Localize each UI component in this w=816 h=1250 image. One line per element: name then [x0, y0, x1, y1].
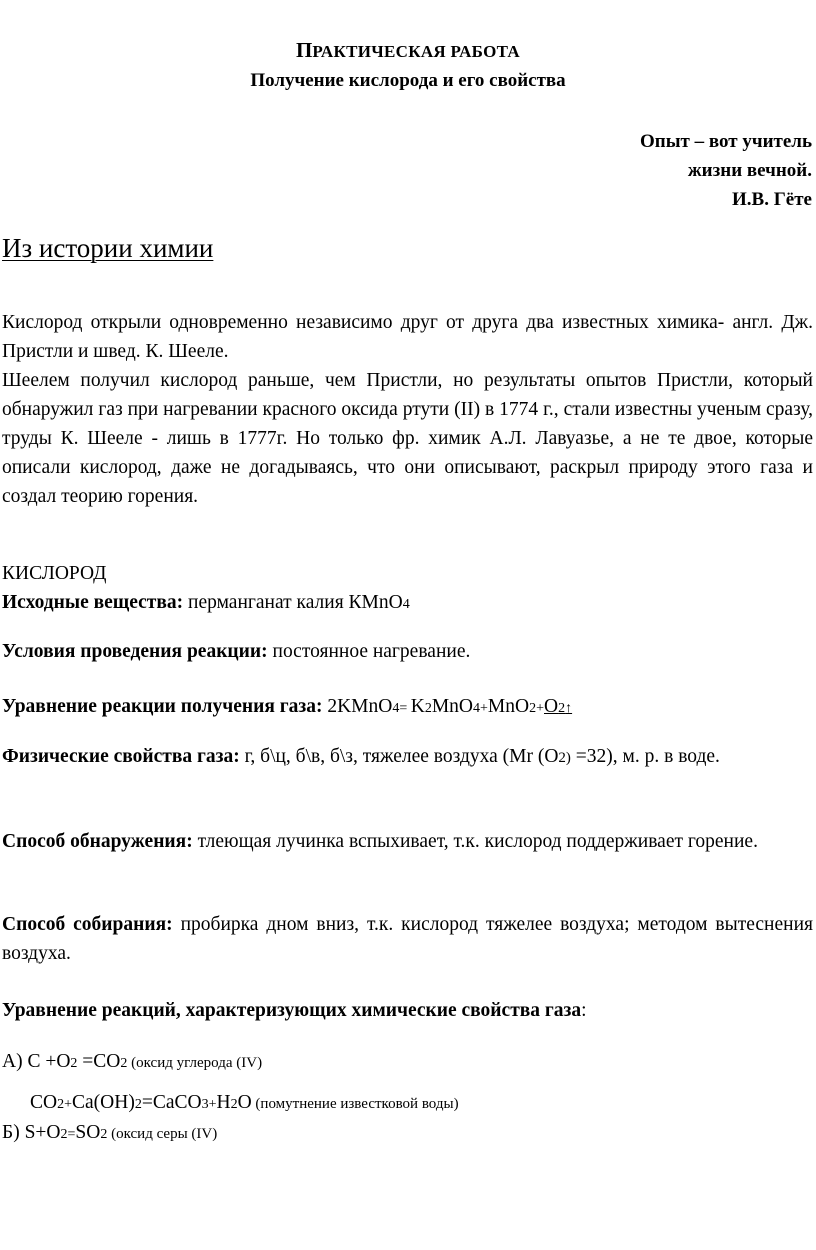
- reaction-plus: +: [208, 1097, 217, 1112]
- reaction-a2: [30, 1088, 459, 1119]
- equation-sub: 2: [529, 701, 537, 716]
- physical-properties: [2, 742, 813, 773]
- collection-method: [2, 910, 813, 968]
- physical-subscript: 2): [558, 750, 571, 766]
- reaction-part: Б) S+O: [2, 1122, 61, 1143]
- reaction-sub: 2: [70, 1056, 78, 1071]
- history-paragraph-2: Шеелем получил кислород раньше, чем Пристли, но результаты опытов Пристли, который обнаружил газ при нагревании красного оксида ртути (II) в 1774 г., стали известны ученым сразу, труды К. Шееле - лишь в 1777г. Но только фр. химик А.Л. Лавуазье, а не те двое, которые описали кислород, даже не догадываясь, что они описывают, раскрыл природу этого газа и создал теорию горения.: [2, 370, 813, 507]
- collection-value: пробирка дном вниз, т.к. кислород тяжелее воздуха; методом вытеснения воздуха.: [2, 914, 813, 964]
- epigraph: [640, 127, 812, 214]
- reaction-sub: 2: [100, 1127, 108, 1142]
- physical-label: Физические свойства газа:: [2, 746, 240, 767]
- page-title: [0, 38, 816, 63]
- equation-sub: 4: [473, 701, 481, 716]
- detection-value: тлеющая лучинка вспыхивает, т.к. кислород поддерживает горение.: [192, 831, 758, 852]
- reaction-a: [2, 1047, 262, 1078]
- chem-properties-colon: :: [581, 1000, 587, 1021]
- reaction-note: (помутнение известковой воды): [251, 1096, 459, 1112]
- physical-value-2: =32), м. р. в воде.: [570, 746, 720, 767]
- epigraph-author: И.В. Гёте: [732, 189, 812, 210]
- reaction-sub: 2: [60, 1127, 68, 1142]
- equation-part: K: [410, 696, 425, 717]
- equation-sub: 2: [558, 701, 566, 716]
- equation-part: 2KMnO: [322, 696, 393, 717]
- reaction-part: SO: [75, 1122, 101, 1143]
- reaction-part: H: [216, 1092, 231, 1113]
- reactants-value: перманганат калия КMnO: [183, 592, 403, 613]
- reaction-note: (оксид серы (IV): [107, 1126, 218, 1142]
- reaction-sub: 2: [120, 1056, 128, 1071]
- chem-properties-heading: [2, 996, 813, 1025]
- reactants-subscript: 4: [402, 597, 410, 612]
- reaction-sub: 2: [57, 1097, 65, 1112]
- epigraph-line-2: жизни вечной.: [687, 160, 812, 181]
- equation-line: [2, 692, 813, 723]
- reaction-sub: 3: [201, 1097, 209, 1112]
- reaction-part: А) С +O: [2, 1051, 71, 1072]
- equation-part: MnO: [431, 696, 474, 717]
- equation-sub: 2: [424, 701, 432, 716]
- reaction-b: [2, 1118, 217, 1149]
- equation-part: O: [544, 696, 559, 717]
- reaction-note: (оксид углерода (IV): [127, 1055, 263, 1071]
- reaction-part: =CO: [77, 1051, 121, 1072]
- reaction-plus: +: [64, 1097, 72, 1112]
- collection-label: Способ собирания:: [2, 914, 173, 935]
- epigraph-line-1: Опыт – вот учитель: [640, 131, 812, 152]
- equation-sub: 4: [392, 701, 400, 716]
- reaction-part: CO: [30, 1092, 58, 1113]
- reaction-part: =CaCO: [141, 1092, 202, 1113]
- conditions-value: постоянное нагревание.: [267, 641, 471, 662]
- reactants-label: Исходные вещества:: [2, 592, 184, 613]
- reaction-sub: 2: [230, 1097, 238, 1112]
- equation-part: MnO: [487, 696, 530, 717]
- title-rest: РАКТИЧЕСКАЯ РАБОТА: [312, 42, 520, 61]
- reaction-part: O: [237, 1092, 252, 1113]
- reaction-equals: =: [67, 1127, 76, 1142]
- physical-value-1: г, б\ц, б\в, б\з, тяжелее воздуха (Mr (O: [239, 746, 559, 767]
- gas-arrow: ↑: [565, 701, 573, 716]
- equation-label: Уравнение реакции получения газа:: [2, 696, 323, 717]
- page-subtitle: Получение кислорода и его свойства: [250, 70, 566, 91]
- equation-plus: +: [536, 701, 544, 716]
- equation-product-o2: [544, 696, 572, 717]
- history-heading: Из истории химии: [2, 233, 214, 263]
- title-first-letter: П: [296, 38, 313, 62]
- reaction-part: Ca(OH): [72, 1092, 135, 1113]
- equation-equals: =: [399, 701, 411, 716]
- detection-label: Способ обнаружения:: [2, 831, 193, 852]
- equation-plus: +: [480, 701, 488, 716]
- oxygen-heading: КИСЛОРОД: [2, 563, 107, 584]
- history-paragraph-1: Кислород открыли одновременно независимо друг от друга два известных химика- англ. Дж. Пристли и швед. К. Шееле.: [2, 312, 813, 362]
- reactants-line: [2, 588, 813, 619]
- reaction-sub: 2: [134, 1097, 142, 1112]
- chem-properties-label: Уравнение реакций, характеризующих химические свойства газа: [2, 1000, 582, 1021]
- conditions-label: Условия проведения реакции:: [2, 641, 268, 662]
- detection-method: [2, 827, 813, 856]
- conditions-line: [2, 637, 813, 666]
